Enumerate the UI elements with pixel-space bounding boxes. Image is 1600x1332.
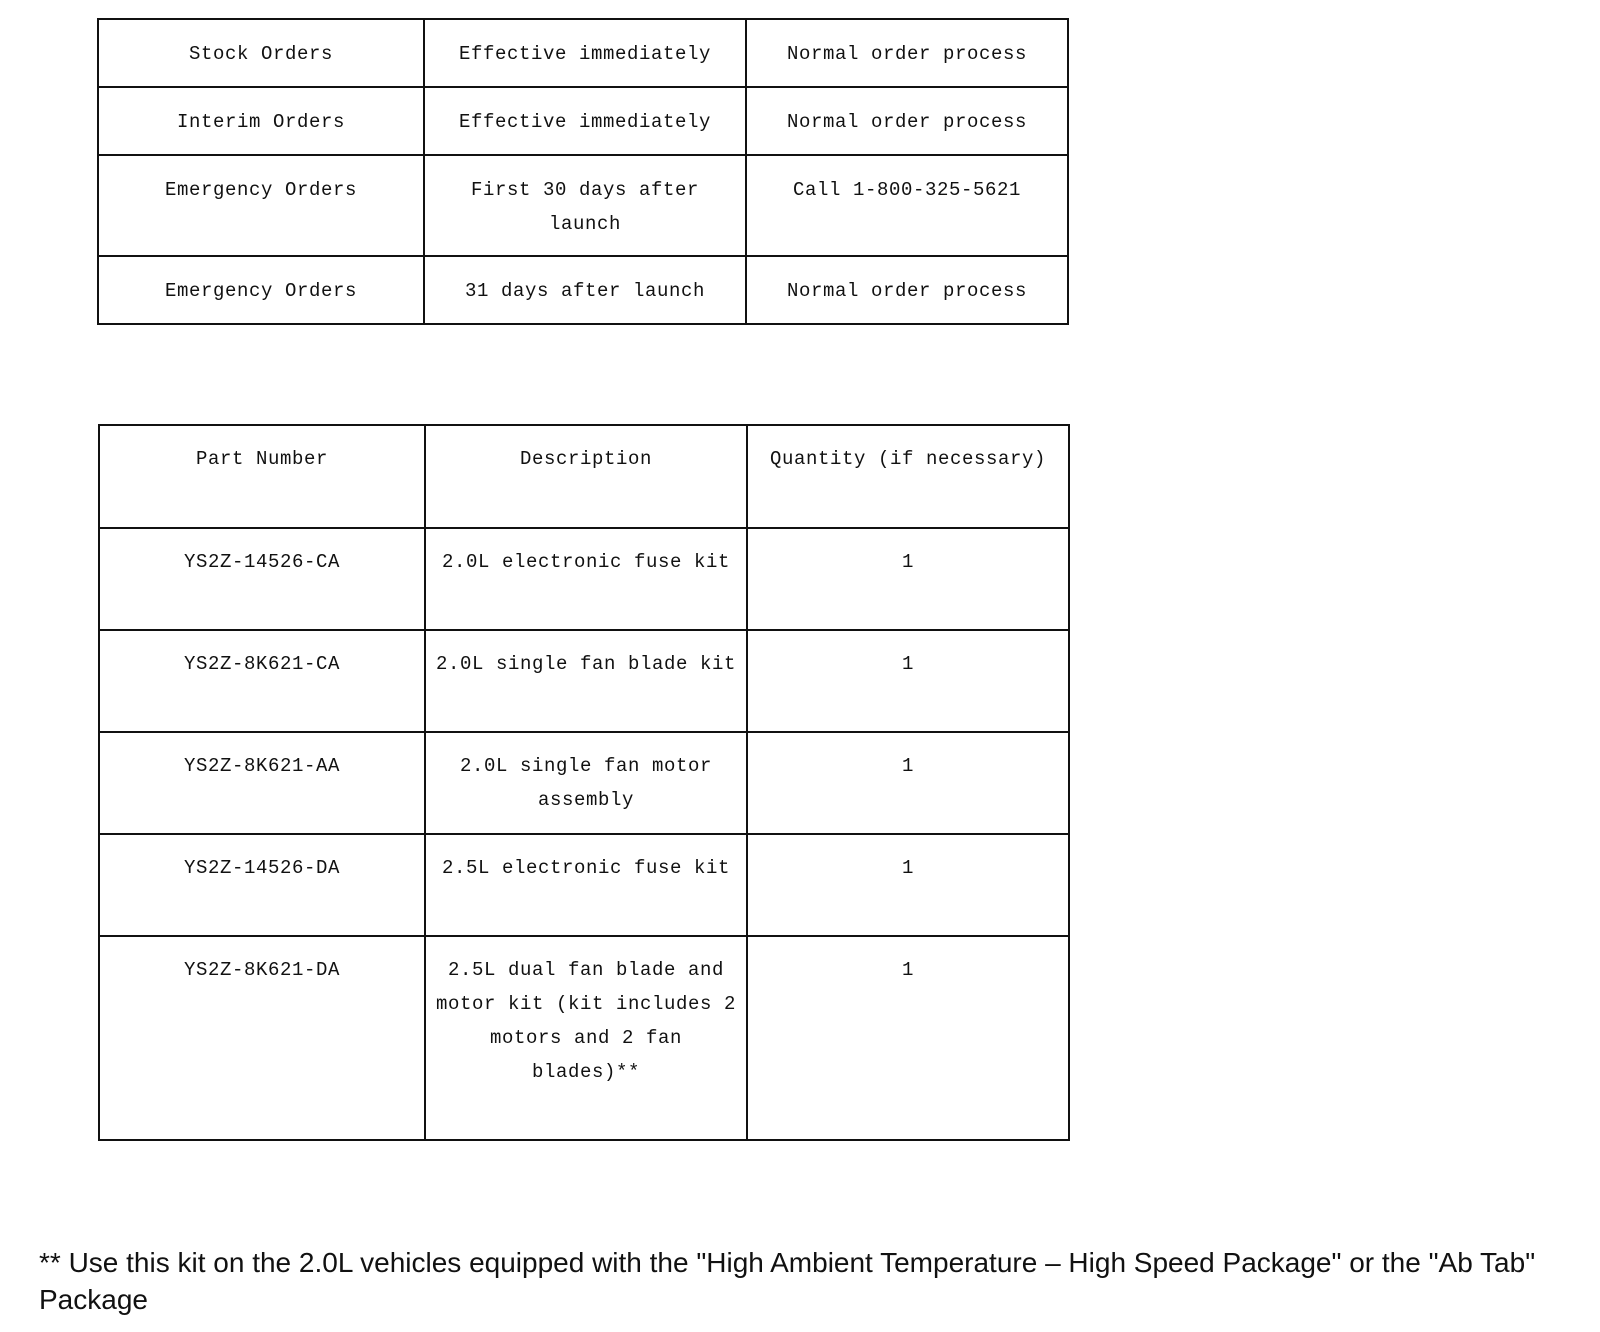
header-part-number: Part Number [99, 425, 425, 528]
process-cell: Normal order process [746, 87, 1068, 155]
header-description: Description [425, 425, 747, 528]
table-row [98, 19, 1068, 87]
parts-table [98, 424, 1070, 1141]
table-row [99, 936, 1069, 1140]
quantity-cell: 1 [747, 834, 1069, 936]
quantity-cell: 1 [747, 528, 1069, 630]
description-cell: 2.0L single fan blade kit [425, 630, 747, 732]
order-type-cell: Emergency Orders [98, 155, 424, 256]
header-quantity: Quantity (if necessary) [747, 425, 1069, 528]
part-number-cell: YS2Z-8K621-DA [99, 936, 425, 1140]
table-row [99, 732, 1069, 834]
order-type-cell: Stock Orders [98, 19, 424, 87]
description-cell: 2.5L dual fan blade and motor kit (kit includes 2 motors and 2 fan blades)** [425, 936, 747, 1140]
description-cell: 2.0L single fan motor assembly [425, 732, 747, 834]
order-type-cell: Interim Orders [98, 87, 424, 155]
order-type-cell: Emergency Orders [98, 256, 424, 324]
table-header-row [99, 425, 1069, 528]
quantity-cell: 1 [747, 630, 1069, 732]
description-cell: 2.0L electronic fuse kit [425, 528, 747, 630]
part-number-cell: YS2Z-14526-DA [99, 834, 425, 936]
quantity-cell: 1 [747, 936, 1069, 1140]
quantity-cell: 1 [747, 732, 1069, 834]
table-row [99, 630, 1069, 732]
part-number-cell: YS2Z-8K621-CA [99, 630, 425, 732]
part-number-cell: YS2Z-8K621-AA [99, 732, 425, 834]
footnote: ** Use this kit on the 2.0L vehicles equipped with the "High Ambient Temperature – High Speed Package" or the "Ab Tab" Package [39, 1247, 1536, 1315]
process-cell: Normal order process [746, 256, 1068, 324]
order-schedule-table [97, 18, 1069, 325]
effective-cell: First 30 days after launch [424, 155, 746, 256]
description-cell: 2.5L electronic fuse kit [425, 834, 747, 936]
table-row [98, 256, 1068, 324]
part-number-cell: YS2Z-14526-CA [99, 528, 425, 630]
table-row [98, 155, 1068, 256]
effective-cell: Effective immediately [424, 19, 746, 87]
table-row [99, 528, 1069, 630]
process-cell: Call 1-800-325-5621 [746, 155, 1068, 256]
table-row [98, 87, 1068, 155]
table-row [99, 834, 1069, 936]
process-cell: Normal order process [746, 19, 1068, 87]
effective-cell: 31 days after launch [424, 256, 746, 324]
effective-cell: Effective immediately [424, 87, 746, 155]
